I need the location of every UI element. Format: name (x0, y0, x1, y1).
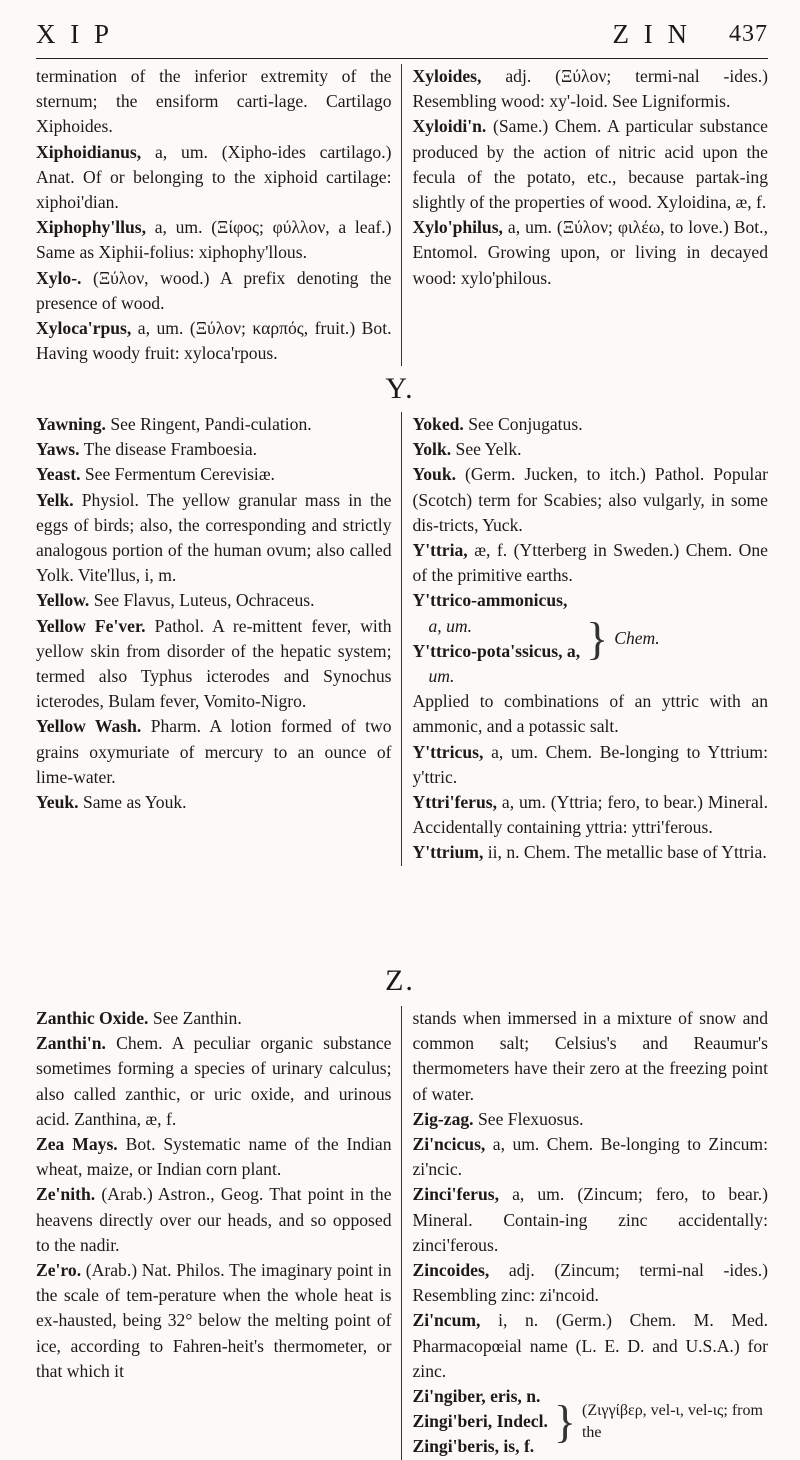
entry: Yellow Wash. Pharm. A lotion formed of two grains oxymuriate of mercury to an ounce of lime-water. (36, 716, 392, 787)
bracketed-entries (413, 1384, 769, 1460)
section-x-right-column (401, 64, 769, 366)
entry: Applied to combinations of an yttric with an ammonic, and a potassic salt. (412, 691, 768, 737)
headword: Zingi'beri, Indecl. (412, 1411, 548, 1432)
section-y (36, 412, 768, 866)
entry: Zea Mays. Bot. Systematic name of the Indian wheat, maize, or Indian corn plant. (36, 1134, 392, 1180)
section-z-right-column (401, 1006, 769, 1460)
headword: Zanthic Oxide. (36, 1008, 149, 1028)
entry: Xiphophy'llus, a, um. (Ξίφος; φύλλον, a leaf.) Same as Xiphii-folius: xiphophy'llous. (36, 217, 392, 263)
entry: Yttri'ferus, a, um. (Yttria; fero, to bear.) Mineral. Accidentally containing yttria: yttri'ferous. (412, 792, 768, 838)
headword: Youk. (412, 464, 457, 485)
headword: Zingi'beris, is, f. (412, 1436, 535, 1457)
entry: Yellow. See Flavus, Luteus, Ochraceus. (36, 590, 315, 611)
entry: Ze'nith. (Arab.) Astron., Geog. That point in the heavens directly over our heads, and so opposed to the nadir. (36, 1184, 392, 1255)
entry: Yelk. Physiol. The yellow granular mass in the eggs of birds; also, the corresponding and strictly analogous portion of the human ovum; also called Yolk. Vite'llus, i, m. (36, 489, 392, 586)
entry: Zi'ncicus, a, um. Chem. Be-longing to Zincum: zi'ncic. (412, 1134, 768, 1180)
headword: Y'ttria, (412, 540, 468, 561)
headword: Xyloca'rpus, (36, 318, 132, 339)
entry: Yoked. See Conjugatus. (412, 414, 583, 434)
entry: Zincoides, adj. (Zincum; termi-nal -ides.) Resembling zinc: zi'ncoid. (412, 1260, 768, 1306)
entry: Xylo-. (Ξύλον, wood.) A prefix denoting the presence of wood. (36, 267, 392, 313)
headword: Zea Mays. (36, 1134, 118, 1155)
entry: Y'ttria, æ, f. (Ytterberg in Sweden.) Chem. One of the primitive earths. (412, 540, 768, 586)
headword: Y'ttrium, (412, 842, 484, 863)
section-z (36, 1006, 768, 1460)
brace-glyph: } (586, 612, 609, 664)
headword: Yelk. (36, 489, 74, 510)
entry: Yaws. The disease Framboesia. (36, 439, 258, 460)
entry: Yolk. See Yelk. (412, 439, 522, 460)
section-letter-z: Z. (385, 964, 415, 997)
headword: Yellow. (36, 590, 90, 611)
headword: Xyloidi'n. (412, 116, 487, 137)
entry: Yawning. See Ringent, Pandi-culation. (36, 414, 312, 434)
entry: Yellow Fe'ver. Pathol. A re-mittent fever, with yellow skin from disorder of the hepatic system; termed also Typhus icterodes and Synochus icterodes, Bulam fever, Vomito-Nigro. (36, 615, 392, 712)
entry: Zanthi'n. Chem. A peculiar organic substance sometimes forming a species of urinary calculus; also called zanthic, or uric oxide, and urinous acid. Zanthina, æ, f. (36, 1033, 392, 1129)
headword: Zincoides, (412, 1260, 490, 1281)
headword: Xiphoidianus, (36, 141, 142, 162)
headword: Y'ttrico-pota'ssicus, a, (412, 640, 581, 661)
headword: Zanthi'n. (36, 1033, 106, 1054)
entry: Xiphoidianus, a, um. (Xipho-ides cartilago.) Anat. Of or belonging to the xiphoid cartilage: xiphoi'dian. (36, 141, 392, 213)
entry: Y'ttrium, ii, n. Chem. The metallic base of Yttria. (412, 842, 767, 863)
headword: Zi'ncum, (412, 1310, 481, 1331)
headword: Yellow Fe'ver. (36, 615, 146, 636)
headword: Yeuk. (36, 792, 79, 813)
headword: Zi'ngiber, eris, n. (412, 1386, 541, 1407)
brace-label: (Ζιγγίβερ, vel-ι, vel-ις; from the (581, 1401, 763, 1441)
headword: Y'ttrico-ammonicus, (412, 590, 568, 611)
entry: termination of the inferior extremity of the sternum; the ensiform carti-lage. Cartilago Xiphoides. (36, 66, 392, 137)
bracketed-entries: Y'ttrico-ammonicus, a, um. Y'ttrico-pota'ssicus, a, um. } Chem. (412, 590, 660, 687)
section-y-right-column (401, 412, 769, 866)
headword: Yttri'ferus, (412, 792, 498, 813)
headword: Zig-zag. (412, 1108, 474, 1129)
entry: Zig-zag. See Flexuosus. (412, 1108, 584, 1129)
entry: Yeast. See Fermentum Cerevisiæ. (36, 464, 275, 485)
headword: Yeast. (36, 464, 81, 485)
headword: Zinci'ferus, (412, 1184, 499, 1205)
headword: Xyloides, (412, 66, 482, 86)
headword: Ze'ro. (36, 1260, 82, 1281)
brace-glyph: } (553, 1395, 576, 1447)
header-right-letters: Z I N (612, 18, 691, 49)
brace-label: Chem. (614, 628, 660, 649)
headword: Zi'ncicus, (412, 1134, 486, 1155)
page-number: 437 (729, 20, 768, 47)
section-x (36, 64, 768, 366)
entry: Zi'ncum, i, n. (Germ.) Chem. M. Med. Pharmacopœial name (L. E. D. and U.S.A.) for zinc. (412, 1310, 769, 1381)
headword: Xylo'philus, (412, 217, 503, 238)
headword: Xiphophy'llus, (36, 217, 147, 238)
headword: Yawning. (36, 414, 106, 434)
headword: Yellow Wash. (36, 716, 142, 737)
headword: Yoked. (412, 414, 464, 434)
entry: Xylo'philus, a, um. (Ξύλον; φιλέω, to love.) Bot., Entomol. Growing upon, or living in decayed wood: xylo'philous. (412, 217, 768, 288)
entry: Yeuk. Same as Youk. (36, 792, 187, 813)
entry: Youk. (Germ. Jucken, to itch.) Pathol. Popular (Scotch) term for Scabies; also vulgarly, in some dis-tricts, Yuck. (412, 464, 768, 535)
header-rule (36, 58, 768, 59)
entry: Ze'ro. (Arab.) Nat. Philos. The imaginary point in the scale of tem-perature when the whole heat is ex-hausted, being 32° below the melting point of ice, according to Fahren-heit's thermometer, or that which it (36, 1260, 392, 1381)
headword: Y'ttricus, (412, 741, 484, 762)
section-letter-y: Y. (385, 372, 415, 405)
entry: Xyloca'rpus, a, um. (Ξύλον; καρπός, fruit.) Bot. Having woody fruit: xyloca'rpous. (36, 318, 392, 364)
header-left: X I P (36, 18, 114, 49)
entry: Y'ttricus, a, um. Chem. Be-longing to Yttrium: y'ttric. (412, 741, 768, 787)
section-z-left-column (36, 1006, 401, 1460)
entry: stands when immersed in a mixture of snow and common salt; Celsius's and Reaumur's thermometers have their zero at the freezing point of water. (412, 1008, 768, 1104)
running-header (36, 14, 768, 54)
entry: Xyloidi'n. (Same.) Chem. A particular substance produced by the action of nitric acid upon the fecula of the potato, etc., because partak-ing slightly of the properties of wood. Xyloidina, æ, f. (412, 116, 768, 213)
entry: Xyloides, adj. (Ξύλον; termi-nal -ides.) Resembling wood: xy'-loid. See Ligniformis. (412, 66, 768, 112)
headword: Ze'nith. (36, 1184, 96, 1205)
headword: Yolk. (412, 439, 452, 460)
headword: Yaws. (36, 439, 80, 460)
entry: Zinci'ferus, a, um. (Zincum; fero, to bear.) Mineral. Contain-ing zinc accidentally: zinci'ferous. (412, 1184, 768, 1255)
entry: Zanthic Oxide. See Zanthin. (36, 1008, 242, 1028)
section-x-left-column (36, 64, 401, 366)
section-y-left-column (36, 412, 401, 866)
headword: Xylo-. (36, 267, 82, 288)
